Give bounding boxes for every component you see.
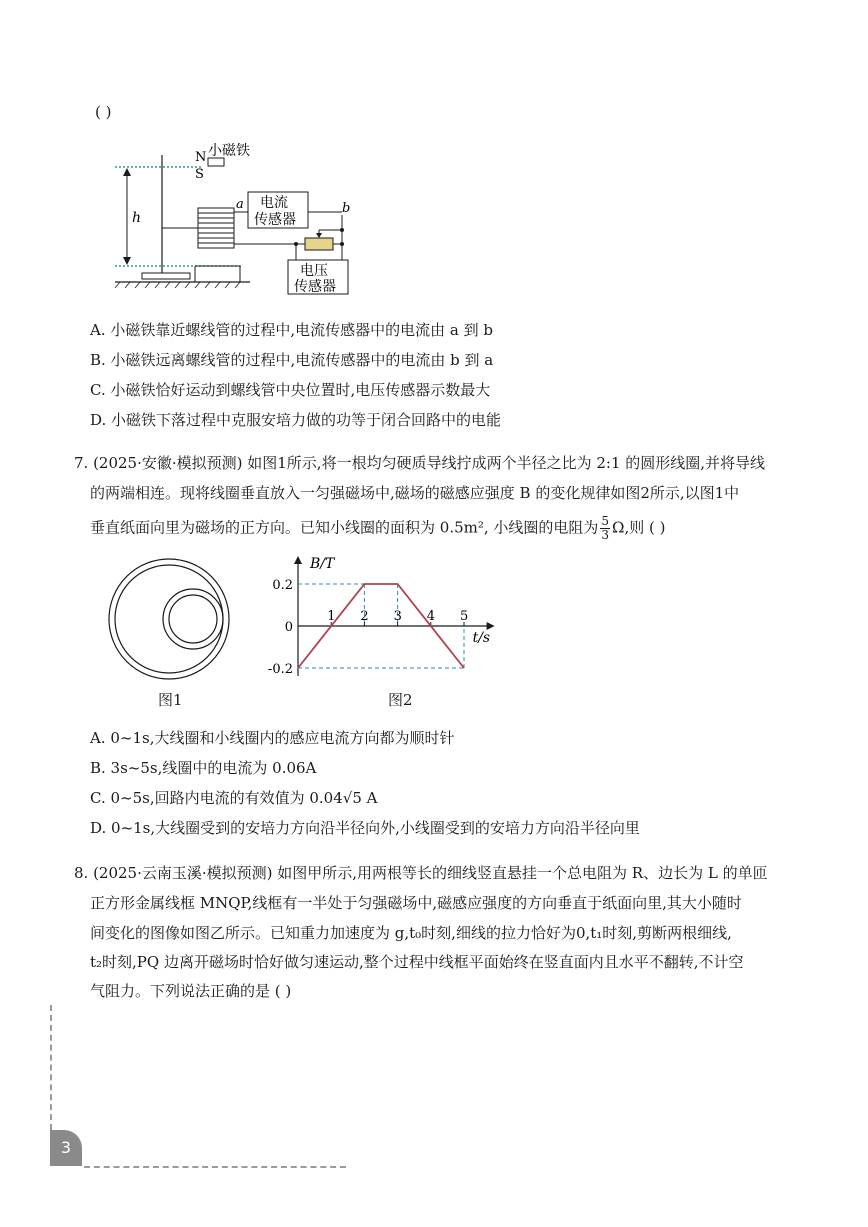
y-tick-label: 0 — [284, 620, 293, 635]
q7-stem-line-3 — [90, 515, 666, 542]
b-label: b — [342, 201, 351, 216]
q6-option-b[interactable]: B. 小磁铁远离螺线管的过程中,电流传感器中的电流由 b 到 a — [90, 351, 494, 369]
q8-stem-line-3: 间变化的图像如图乙所示。已知重力加速度为 g,t₀时刻,细线的拉力恰好为0,t₁时刻,剪断两根细线, — [90, 924, 732, 942]
fraction-denominator: 3 — [601, 528, 610, 542]
voltage-sensor-label-1: 电压 — [300, 263, 328, 279]
q8-stem-line-5: 气阻力。下列说法正确的是 ( ) — [90, 982, 292, 1000]
q7-stem-line-2: 的两端相连。现将线圈垂直放入一匀强磁场中,磁场的磁感应强度 B 的变化规律如图2所示,以图1中 — [90, 484, 740, 502]
q7-option-a[interactable]: A. 0~1s,大线圈和小线圈内的感应电流方向都为顺时针 — [90, 729, 455, 747]
q7-fig2-bt-chart — [265, 550, 525, 685]
y-axis-arrow — [294, 556, 302, 564]
q6-option-d[interactable]: D. 小磁铁下落过程中克服安培力做的功等于闭合回路中的电能 — [90, 411, 502, 429]
y-tick-label: -0.2 — [267, 662, 293, 677]
x-tick-label: 2 — [360, 609, 369, 624]
x-tick-label: 5 — [460, 609, 469, 624]
resistance-fraction — [600, 515, 610, 542]
s-label: S — [195, 167, 204, 182]
x-tick-label: 1 — [327, 609, 336, 624]
q7-stem-line-3-b: Ω,则 ( ) — [612, 518, 666, 537]
q8-stem-line-2: 正方形金属线框 MNQP,线框有一半处于匀强磁场中,磁感应强度的方向垂直于纸面向里,其大小随时 — [90, 894, 742, 912]
q6-figure — [110, 140, 370, 300]
fig1-caption: 图1 — [158, 691, 183, 709]
current-sensor-label-2: 传感器 — [254, 212, 296, 228]
x-tick-label: 3 — [393, 609, 402, 624]
q7-option-c[interactable]: C. 0~5s,回路内电流的有效值为 0.04√5 A — [90, 789, 378, 807]
x-tick-label: 4 — [426, 609, 436, 624]
n-label: N — [195, 150, 207, 165]
magnet-label: 小磁铁 — [208, 143, 250, 159]
y-tick-label: 0.2 — [272, 578, 293, 593]
q7-option-b[interactable]: B. 3s~5s,线圈中的电流为 0.06A — [90, 759, 317, 777]
x-axis-label: t/s — [472, 630, 491, 646]
current-sensor-label-1: 电流 — [260, 195, 288, 211]
q8-stem-line-1: 8. (2025·云南玉溪·模拟预测) 如图甲所示,用两根等长的细线竖直悬挂一个总电阻为 R、边长为 L 的单匝 — [74, 864, 768, 882]
fraction-numerator: 5 — [601, 514, 610, 528]
q7-stem-line-3-a: 垂直纸面向里为磁场的正方向。已知小线圈的面积为 0.5m², 小线圈的电阻为 — [90, 518, 599, 537]
x-axis-arrow — [487, 622, 495, 630]
h-label: h — [132, 210, 142, 226]
y-axis-label: B/T — [310, 556, 335, 572]
voltage-sensor-label-2: 传感器 — [294, 279, 336, 295]
q7-fig1-coils — [105, 555, 235, 685]
margin-dashed-line-horizontal — [84, 1166, 346, 1168]
fig2-caption: 图2 — [388, 691, 413, 709]
q7-stem-line-1: 7. (2025·安徽·模拟预测) 如图1所示,将一根均匀硬质导线拧成两个半径之比为 2:1 的圆形线圈,并将导线 — [74, 454, 766, 472]
margin-dashed-line-vertical — [50, 1005, 52, 1130]
q7-option-d[interactable]: D. 0~1s,大线圈受到的安培力方向沿半径向外,小线圈受到的安培力方向沿半径向里 — [90, 819, 640, 837]
q6-answer-bracket: ( ) — [95, 103, 112, 121]
page-number: 3 — [50, 1130, 82, 1166]
q8-stem-line-4: t₂时刻,PQ 边离开磁场时恰好做匀速运动,整个过程中线框平面始终在竖直面内且水平不翻转,不计空 — [90, 953, 744, 971]
q6-option-a[interactable]: A. 小磁铁靠近螺线管的过程中,电流传感器中的电流由 a 到 b — [90, 321, 493, 339]
q6-option-c[interactable]: C. 小磁铁恰好运动到螺线管中央位置时,电压传感器示数最大 — [90, 381, 491, 399]
a-label: a — [236, 197, 244, 212]
